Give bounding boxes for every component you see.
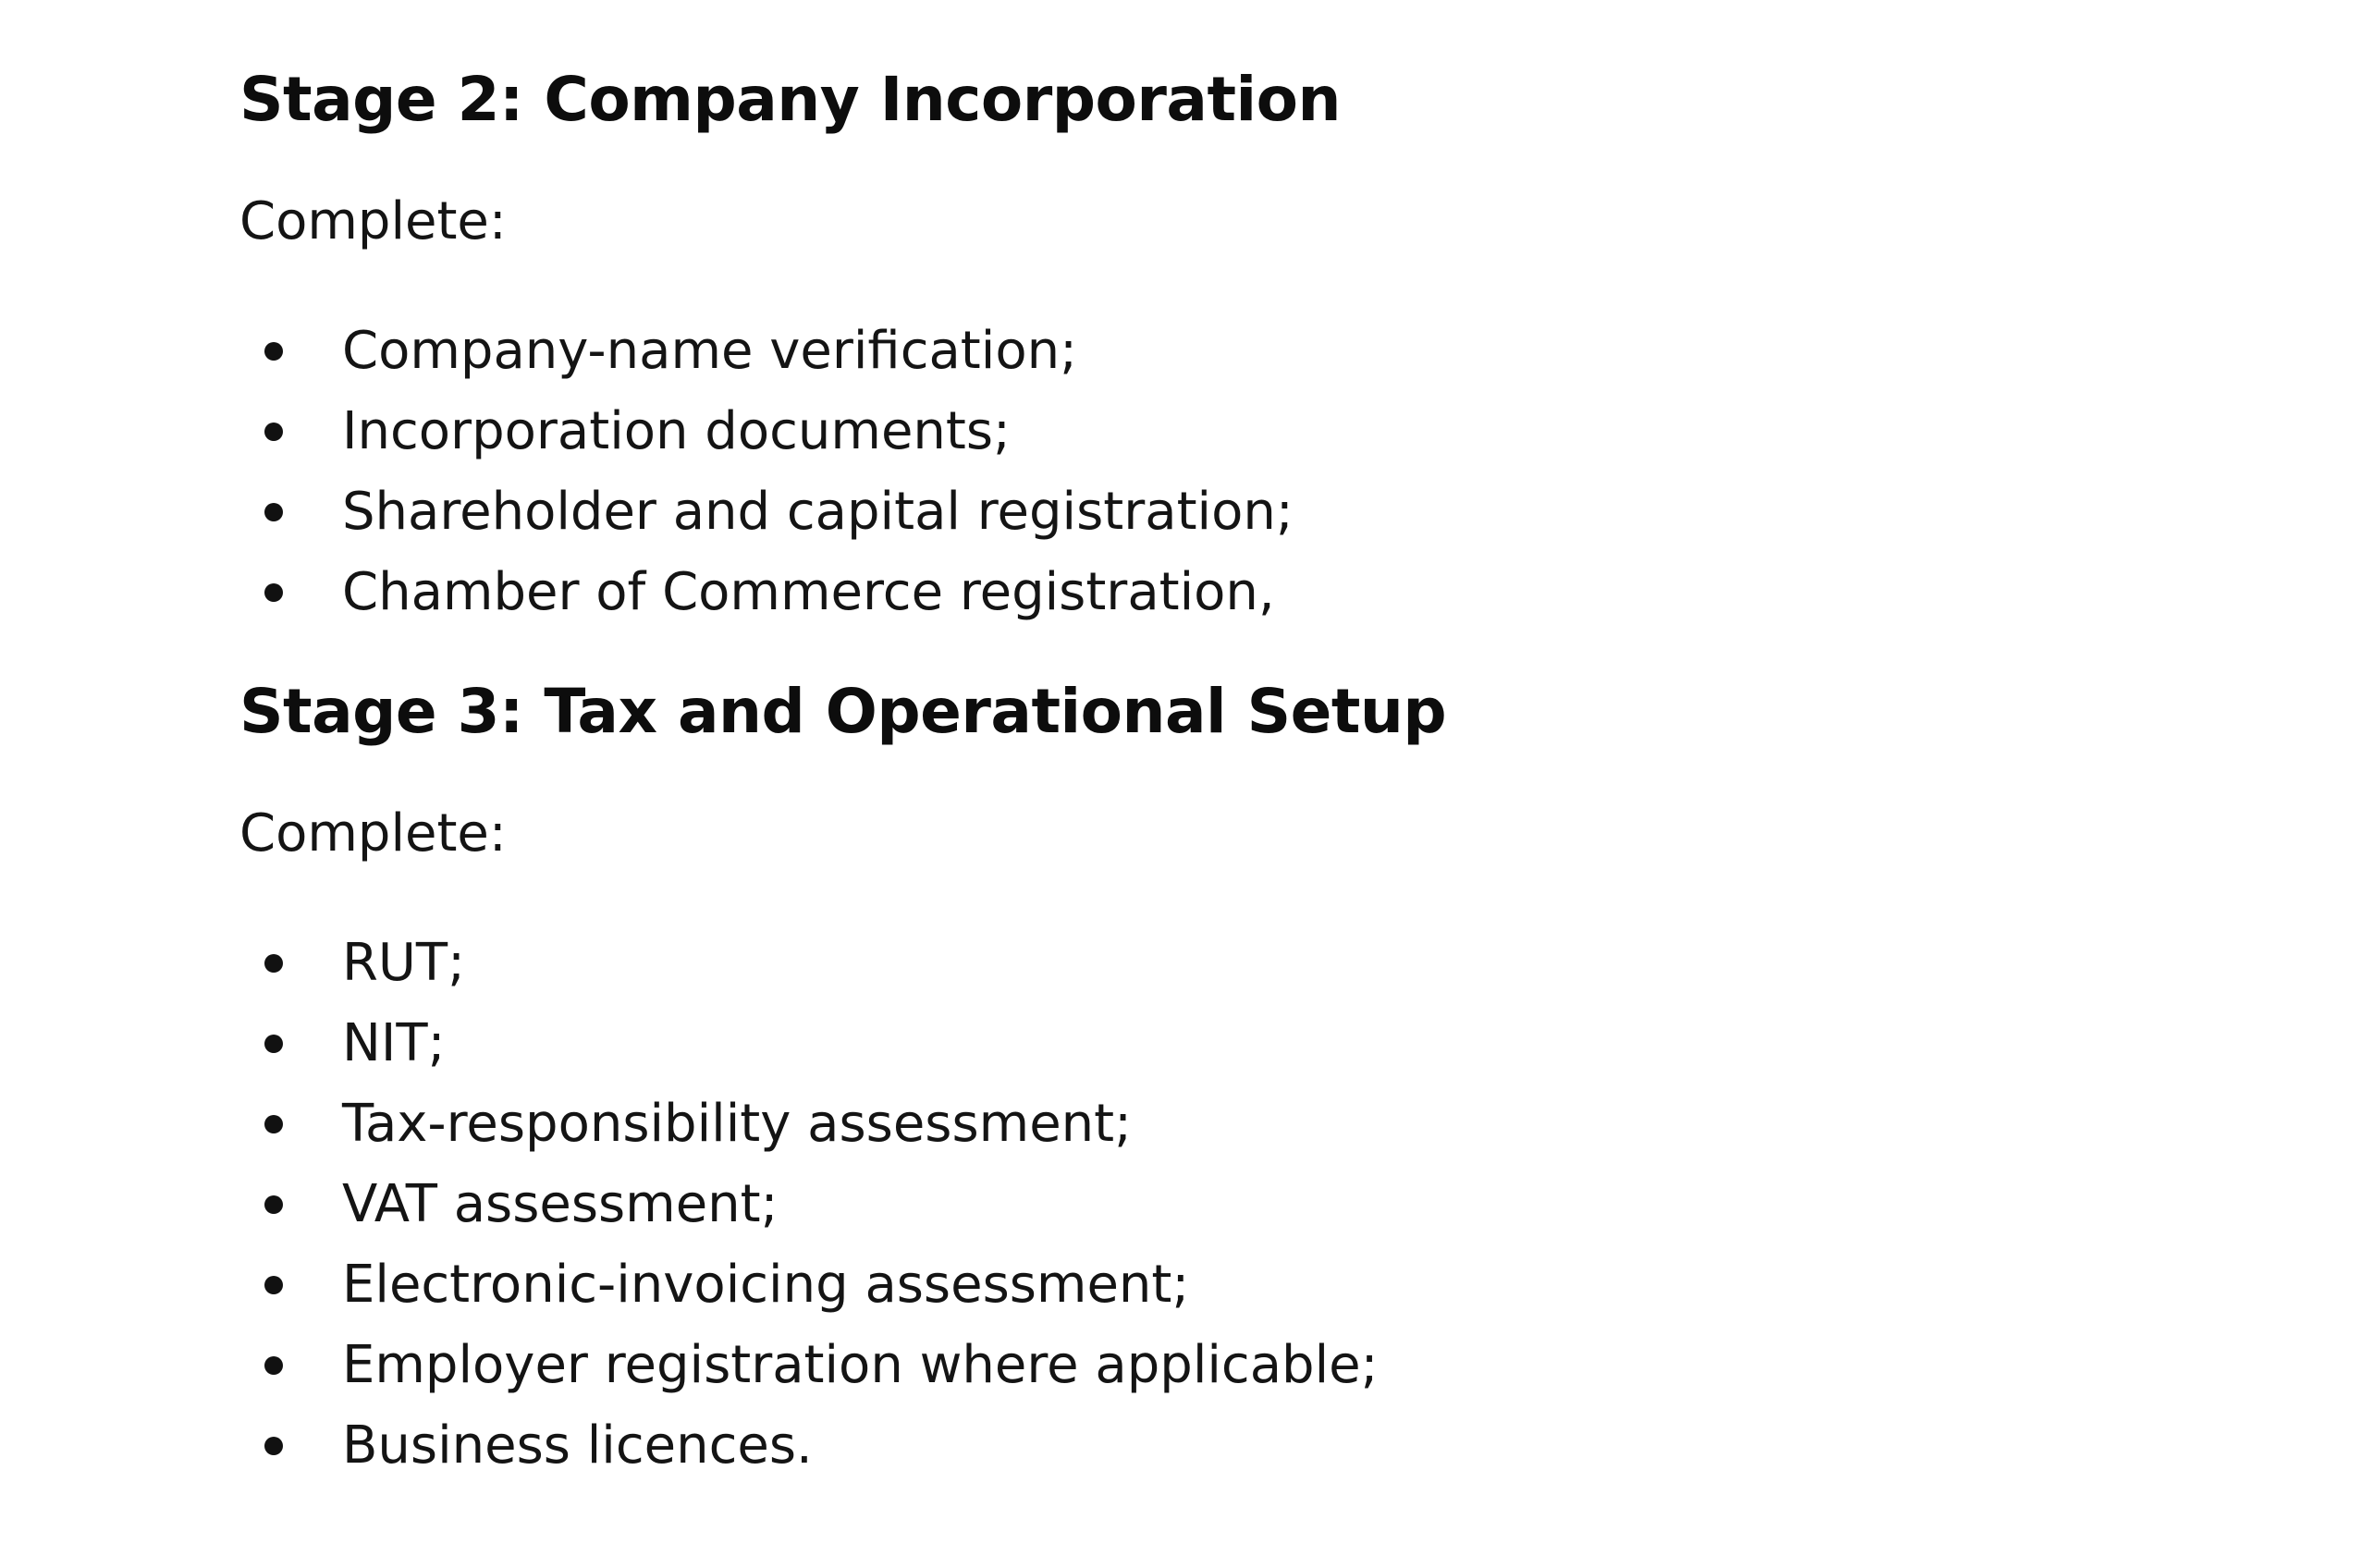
bullet-icon <box>264 1115 283 1133</box>
bullet-icon <box>264 342 283 361</box>
stage-2-list <box>239 311 2367 632</box>
bullet-icon <box>264 1276 283 1294</box>
bullet-icon <box>264 1356 283 1375</box>
list-item-text: Chamber of Commerce registration, <box>342 562 1275 622</box>
list-item <box>239 1405 2367 1486</box>
bullet-icon <box>264 1035 283 1053</box>
stage-2-heading: Stage 2: Company Incorporation <box>239 64 1341 135</box>
list-item-text: Company-name verification; <box>342 321 1077 381</box>
stage-3-intro: Complete: <box>239 803 507 864</box>
list-item <box>239 1244 2367 1325</box>
stage-3-section <box>239 666 2367 1486</box>
list-item-text: RUT; <box>342 933 465 993</box>
list-item-text: Incorporation documents; <box>342 401 1011 461</box>
stage-2-intro: Complete: <box>239 191 507 251</box>
list-item <box>239 923 2367 1003</box>
stage-3-list <box>239 923 2367 1486</box>
stage-3-heading: Stage 3: Tax and Operational Setup <box>239 676 1447 747</box>
list-item-text: Tax-responsibility assessment; <box>342 1094 1132 1154</box>
bullet-icon <box>264 1195 283 1214</box>
bullet-icon <box>264 1437 283 1455</box>
list-item <box>239 1003 2367 1084</box>
list-item <box>239 1084 2367 1164</box>
bullet-icon <box>264 583 283 602</box>
list-item <box>239 311 2367 391</box>
stage-2-section <box>239 54 2367 632</box>
bullet-icon <box>264 954 283 973</box>
bullet-icon <box>264 503 283 521</box>
list-item <box>239 552 2367 632</box>
list-item <box>239 1164 2367 1244</box>
list-item <box>239 391 2367 472</box>
bullet-icon <box>264 423 283 441</box>
list-item <box>239 1325 2367 1405</box>
list-item-text: Electronic-invoicing assessment; <box>342 1255 1190 1315</box>
list-item-text: VAT assessment; <box>342 1174 779 1234</box>
list-item-text: NIT; <box>342 1013 446 1073</box>
list-item-text: Employer registration where applicable; <box>342 1335 1379 1395</box>
list-item <box>239 472 2367 552</box>
list-item-text: Shareholder and capital registration; <box>342 482 1294 542</box>
list-item-text: Business licences. <box>342 1415 813 1476</box>
